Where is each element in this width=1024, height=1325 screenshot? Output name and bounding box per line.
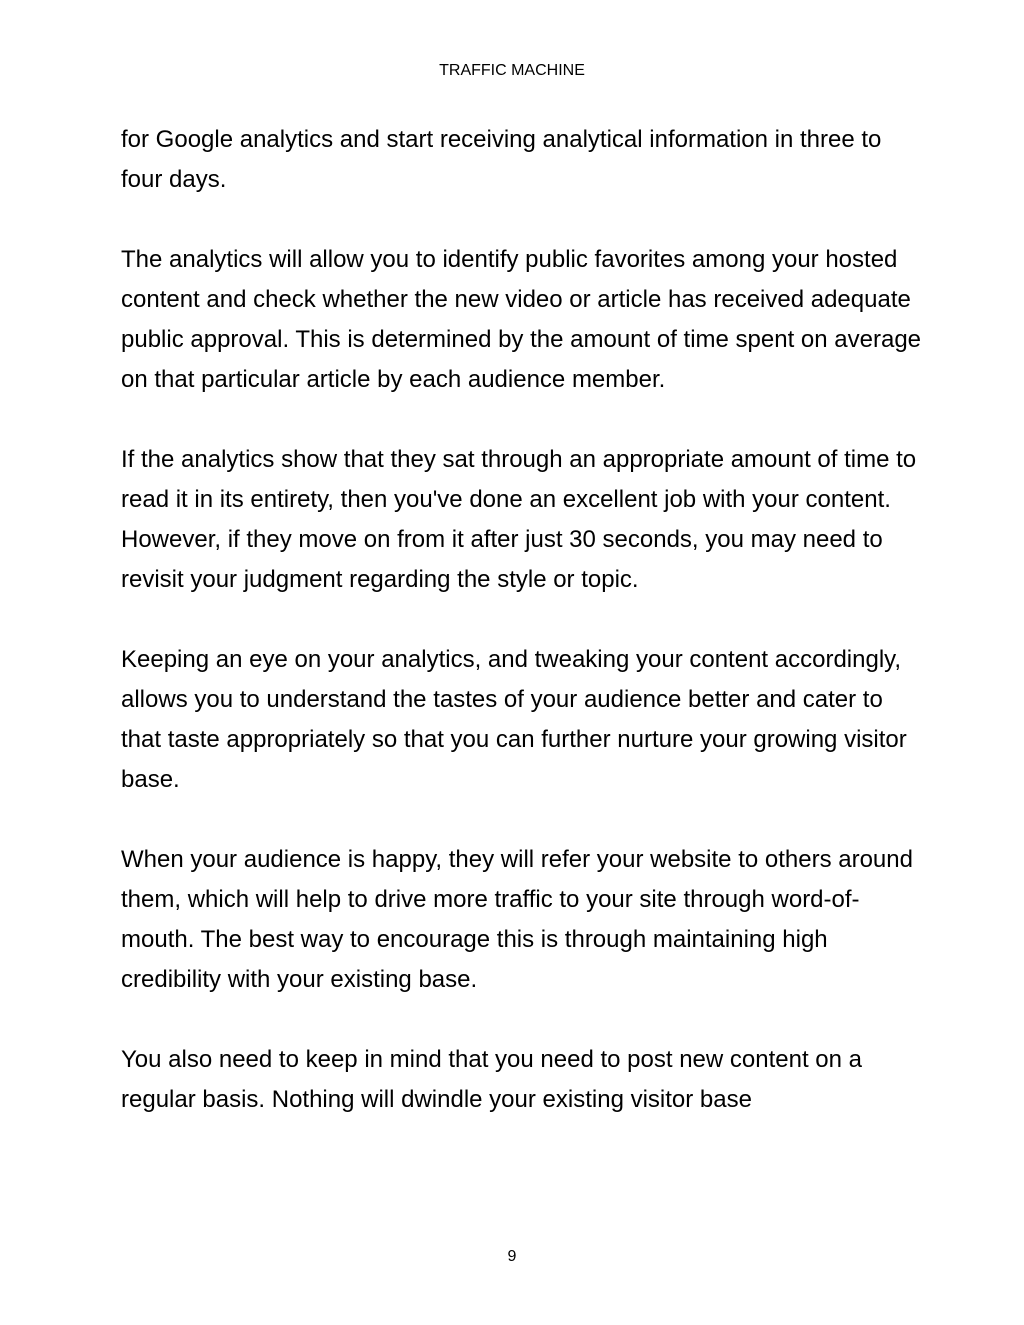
paragraph: Keeping an eye on your analytics, and tweaking your content accordingly, allows you to understand the tastes of your audience better and cater to that taste appropriately so that you can further nurture your growing visitor base. bbox=[121, 646, 907, 793]
running-header: TRAFFIC MACHINE bbox=[439, 62, 585, 79]
paragraph: The analytics will allow you to identify public favorites among your hosted content and check whether the new video or article has received adequate public approval. This is determined by the amount of time spent on average on that particular article by each audience member. bbox=[121, 246, 922, 393]
page-number: 9 bbox=[507, 1248, 517, 1265]
body-text bbox=[121, 120, 921, 1160]
paragraph: When your audience is happy, they will refer your website to others around them, which will help to drive more traffic to your site through word-of-mouth. The best way to encourage this is through maintaining high credibility with your existing base. bbox=[121, 846, 913, 993]
paragraph: for Google analytics and start receiving analytical information in three to four days. bbox=[121, 126, 882, 193]
paragraph: If the analytics show that they sat through an appropriate amount of time to read it in its entirety, then you've done an excellent job with your content. However, if they move on from it after just 30 seconds, you may need to revisit your judgment regarding the style or topic. bbox=[121, 446, 917, 593]
paragraph: You also need to keep in mind that you need to post new content on a regular basis. Nothing will dwindle your existing visitor base bbox=[121, 1046, 862, 1113]
